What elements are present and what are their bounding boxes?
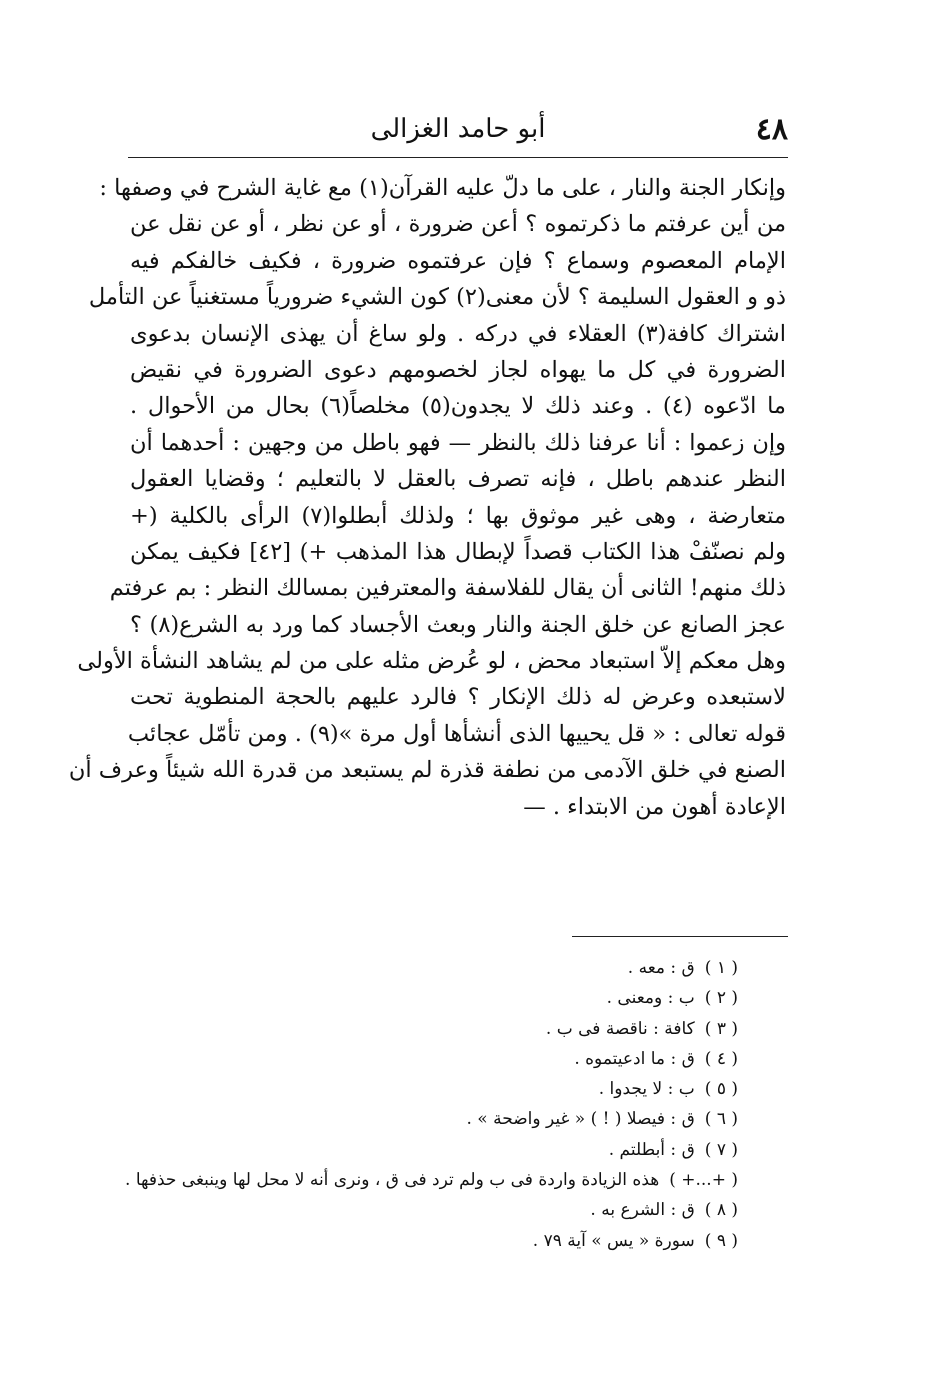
footnote (120, 1226, 738, 1256)
footnote-number: ( +...+ ) (669, 1170, 738, 1191)
footnote-text: ق : معه . (627, 958, 695, 978)
footnote-text: ق : أبطلتم . (608, 1139, 695, 1160)
text-line: الإمام المعصوم وسماع ؟ فإن عرفتموه ضرورة ، فكيف خالفكم فيه (130, 247, 786, 274)
text-line: الضرورة في كل ما يهواه لجاز لخصومهم دعوى الضرورة في نقيض (130, 356, 786, 383)
footnote-number: ( ٣ ) (704, 1018, 738, 1039)
footnote-text: ق : فيصلا ( ! ) « غير واضحة » . (466, 1109, 695, 1130)
text-line: وإن زعموا : أنا عرفنا ذلك بالنظر — فهو باطل من وجهين : أحدهما أن (130, 429, 786, 456)
footnote (120, 1014, 738, 1044)
text-line: ذلك منهم! الثانى أن يقال للفلاسفة والمعترفين بمسالك النظر : بم عرفتم (109, 575, 786, 602)
text-line: وإنكار الجنة والنار ، على ما دلّ عليه القرآن(١) مع غاية الشرح في وصفها : (99, 175, 786, 201)
text-line: لاستبعده وعرض له ذلك الإنكار ؟ فالرد عليهم بالحجة المنطوية تحت (130, 684, 786, 711)
footnotes (120, 953, 738, 1256)
footnote-text: هذه الزيادة واردة فى ب ولم ترد فى ق ، ونرى أنه لا محل لها وينبغى حذفها . (125, 1170, 660, 1191)
footnote-number: ( ٦ ) (704, 1109, 738, 1130)
text-line: متعارضة ، وهى غير موثوق بها ؛ ولذلك أبطلوا(٧) الرأى بالكلية (+ (130, 502, 786, 529)
footnote-number: ( ٧ ) (704, 1139, 738, 1160)
text-line: من أين عرفتم ما ذكرتموه ؟ أعن ضرورة ، أو عن نظر ، أو عن نقل عن (130, 211, 786, 238)
main-text (68, 170, 787, 825)
text-line: ما ادّعوه (٤) . وعند ذلك لا يجدون(٥) مخلصاً(٦) بحال من الأحوال . (130, 393, 786, 420)
page-header (128, 112, 788, 156)
footnote-text: ق : الشرع به . (590, 1200, 695, 1221)
text-line: الإعادة أهون من الابتداء . — (523, 793, 786, 820)
footnote (120, 1044, 738, 1074)
footnote (120, 1195, 738, 1225)
text-line: الصنع في خلق الآدمى من نطفة قذرة لم يستبعد من قدرة الله شيئاً وعرف أن (68, 757, 786, 784)
footnote-rule (572, 936, 788, 937)
footnote-text: ق : ما ادعيتموه . (574, 1048, 695, 1069)
footnote-text: سورة « يس » آية ٧٩ . (532, 1230, 695, 1251)
text-line: عجز الصانع عن خلق الجنة والنار وبعث الأجساد كما ورد به الشرع(٨) ؟ (130, 611, 786, 638)
footnote (120, 1074, 738, 1104)
text-line: اشتراك كافة(٣) العقلاء في دركه . ولو ساغ أن يهذى الإنسان بدعوى (130, 320, 787, 347)
footnote (120, 1135, 738, 1165)
footnote-text: ب : لا يجدوا . (598, 1079, 695, 1100)
footnote-number: ( ٨ ) (704, 1200, 738, 1221)
page-number: ٤٨ (755, 112, 788, 147)
footnote-number: ( ١ ) (704, 958, 738, 978)
running-title: أبو حامد الغزالى (370, 114, 546, 144)
footnote-number: ( ٢ ) (704, 988, 738, 1009)
footnote (120, 1165, 738, 1195)
text-line: قوله تعالى : « قل يحييها الذى أنشأها أول مرة »(٩) . ومن تأمّل عجائب (127, 720, 786, 747)
footnote (120, 1104, 738, 1134)
text-line: النظر عندهم باطل ، فإنه تصرف بالعقل لا بالتعليم ؛ وقضايا العقول (130, 466, 786, 493)
footnote-text: ب : ومعنى . (606, 988, 695, 1009)
footnote-number: ( ٥ ) (704, 1079, 738, 1100)
footnote-number: ( ٩ ) (704, 1230, 738, 1251)
footnote (120, 983, 738, 1013)
footnote-number: ( ٤ ) (704, 1048, 738, 1069)
footnote (120, 953, 738, 983)
header-rule (128, 157, 788, 158)
text-line: وهل معكم إلاّ استبعاد محض ، لو عُرض مثله على من لم يشاهد النشأة الأولى (77, 648, 786, 675)
footnote-text: كافة : ناقصة فى ب . (545, 1018, 695, 1039)
text-line: ذو و العقول السليمة ؟ لأن معنى(٢) كون الشيء ضرورياً مستغنياً عن التأمل (88, 284, 786, 311)
text-line: ولم نصنّفْ هذا الكتاب قصداً لإبطال هذا المذهب +) [٤٢] فكيف يمكن (130, 538, 786, 565)
